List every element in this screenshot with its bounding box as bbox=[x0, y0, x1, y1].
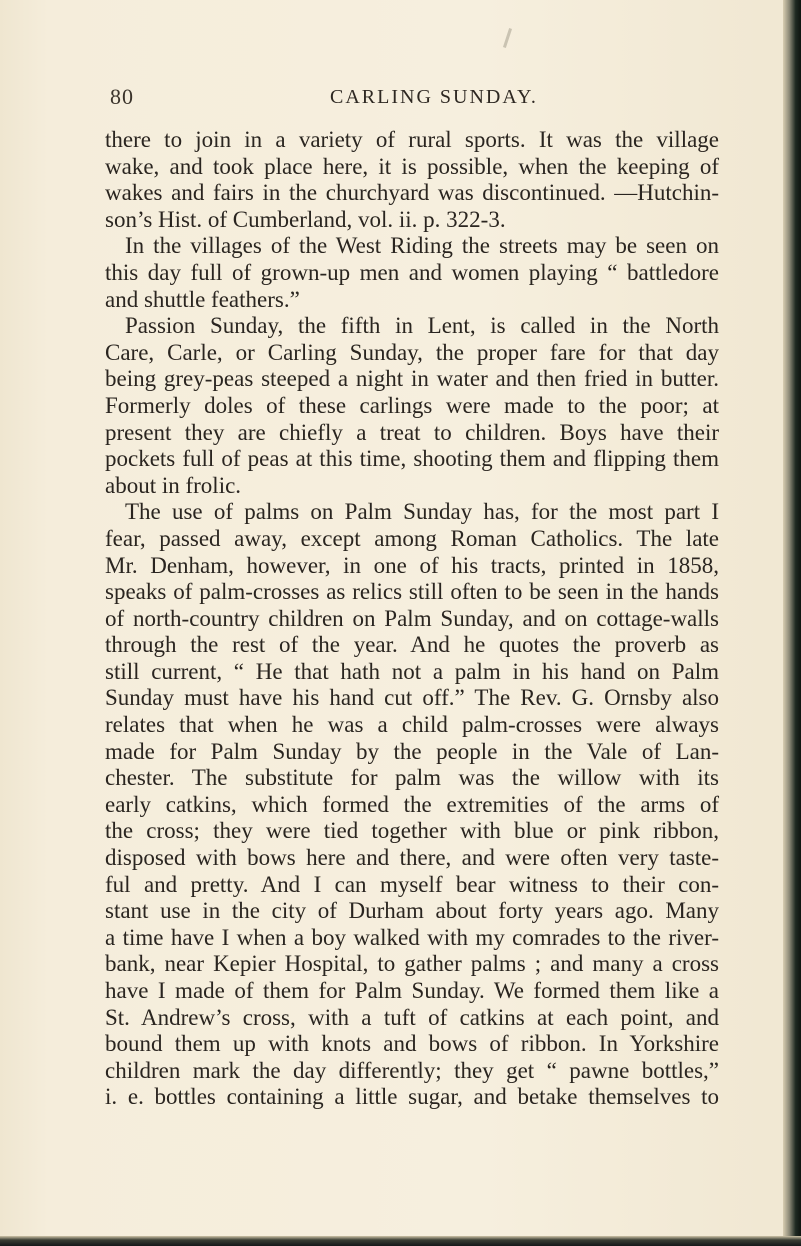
text-line: chester. The substitute for palm was the willow with its bbox=[105, 765, 719, 791]
text-line: Passion Sunday, the fifth in Lent, is called in the North bbox=[125, 313, 719, 339]
text-line: made for Palm Sunday by the people in the Vale of Lan- bbox=[105, 738, 719, 764]
text-line: St. Andrew’s cross, with a tuft of catkins at each point, and bbox=[105, 1004, 719, 1030]
text-line: disposed with bows here and there, and were often very taste- bbox=[105, 845, 719, 871]
page-number: 80 bbox=[110, 84, 134, 109]
text-line: speaks of palm-crosses as relics still often to be seen in the hands bbox=[105, 579, 719, 605]
running-head: CARLING SUNDAY. bbox=[330, 86, 538, 108]
text-line: and shuttle feathers.” bbox=[105, 286, 300, 312]
text-line: The use of palms on Palm Sunday has, for the most part I bbox=[125, 499, 719, 525]
text-line: son’s Hist. of Cumberland, vol. ii. p. 322-3. bbox=[105, 206, 506, 232]
text-line: Mr. Denham, however, in one of his tracts, printed in 1858, bbox=[105, 552, 719, 578]
text-line: being grey-peas steeped a night in water and then fried in butter. bbox=[105, 366, 719, 392]
text-line: through the rest of the year. And he quotes the proverb as bbox=[105, 632, 719, 658]
text-line: still current, “ He that hath not a palm in his hand on Palm bbox=[105, 658, 719, 684]
text-line: stant use in the city of Durham about forty years ago. Many bbox=[105, 898, 719, 924]
text-line: relates that when he was a child palm-crosses were always bbox=[105, 712, 719, 738]
text-line: i. e. bottles containing a little sugar, and betake themselves to bbox=[105, 1084, 719, 1110]
body-text bbox=[105, 127, 719, 1111]
text-line: of north-country children on Palm Sunday, and on cottage-walls bbox=[105, 605, 719, 631]
text-line: bound them up with knots and bows of ribbon. In Yorkshire bbox=[105, 1031, 719, 1057]
text-line: ful and pretty. And I can myself bear witness to their con- bbox=[105, 871, 719, 897]
text-line: there to join in a variety of rural sports. It was the village bbox=[105, 127, 719, 152]
text-line: Formerly doles of these carlings were made to the poor; at bbox=[105, 392, 719, 418]
page-bottom-edge bbox=[0, 1236, 801, 1246]
text-line: present they are chiefly a treat to children. Boys have their bbox=[105, 419, 719, 445]
text-line: Care, Carle, or Carling Sunday, the proper fare for that day bbox=[105, 339, 719, 365]
text-line: the cross; they were tied together with blue or pink ribbon, bbox=[105, 818, 719, 844]
text-line: children mark the day differently; they get “ pawne bottles,” bbox=[105, 1057, 719, 1083]
text-line: wake, and took place here, it is possible, when the keeping of bbox=[105, 153, 719, 179]
pencil-mark bbox=[503, 28, 512, 48]
text-line: wakes and fairs in the churchyard was discontinued. —Hutchin- bbox=[105, 180, 719, 206]
text-line: fear, passed away, except among Roman Catholics. The late bbox=[105, 525, 719, 551]
text-line: In the villages of the West Riding the streets may be seen on bbox=[125, 233, 719, 259]
text-line: pockets full of peas at this time, shooting them and flipping them bbox=[105, 446, 719, 472]
text-line: Sunday must have his hand cut off.” The Rev. G. Ornsby also bbox=[105, 685, 719, 711]
page-binding-edge bbox=[783, 0, 801, 1246]
text-line: about in frolic. bbox=[105, 472, 242, 498]
text-line: a time have I when a boy walked with my comrades to the river- bbox=[105, 924, 719, 950]
text-line: bank, near Kepier Hospital, to gather palms ; and many a cross bbox=[105, 951, 719, 977]
text-line: early catkins, which formed the extremities of the arms of bbox=[105, 791, 719, 817]
text-line: have I made of them for Palm Sunday. We formed them like a bbox=[105, 978, 719, 1003]
text-line: this day full of grown-up men and women playing “ battledore bbox=[105, 259, 719, 285]
